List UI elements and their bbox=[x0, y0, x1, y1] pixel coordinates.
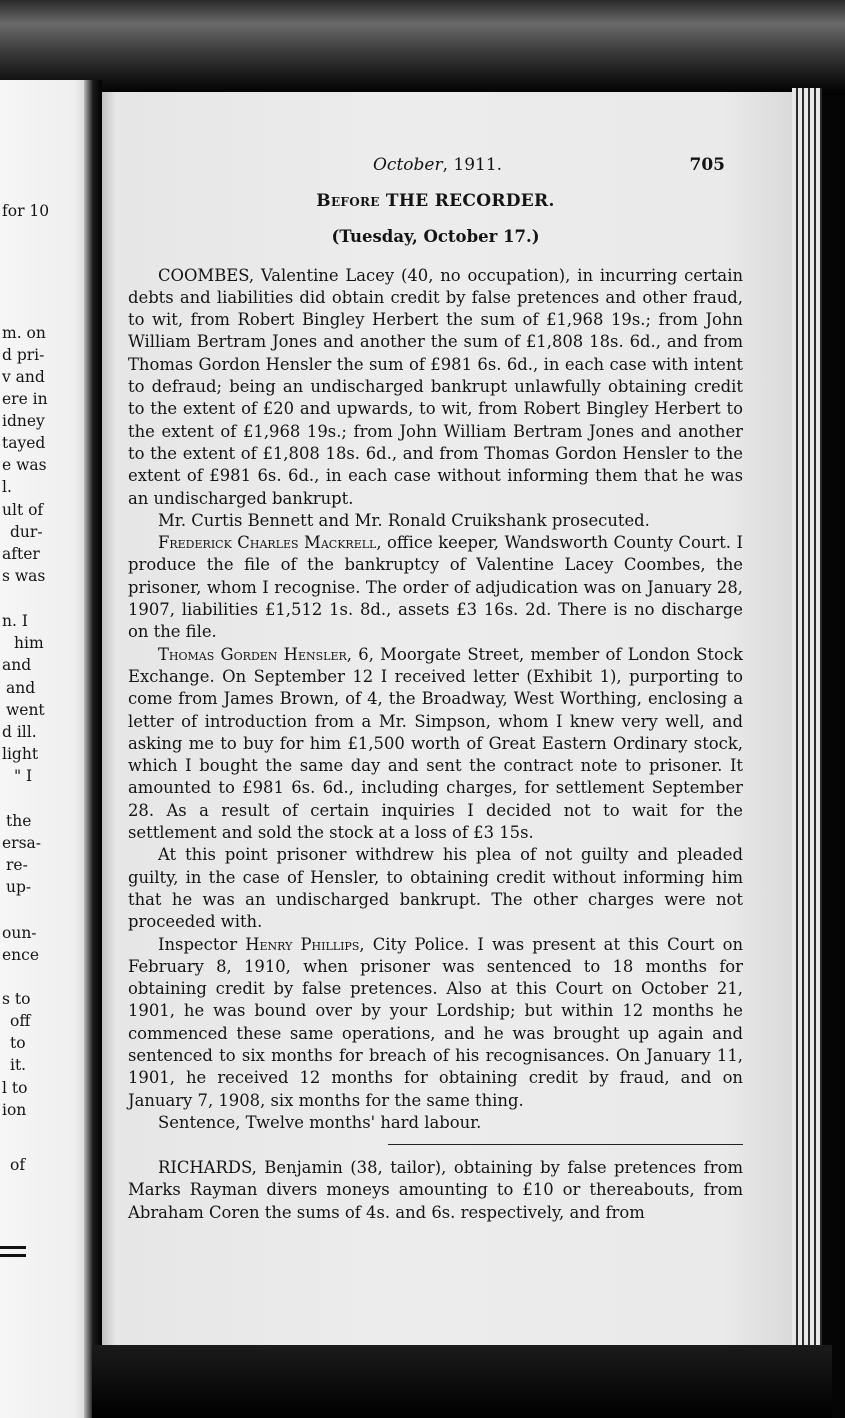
left-fragment: ult of bbox=[2, 501, 44, 519]
left-fragment: ion bbox=[2, 1101, 27, 1119]
left-fragment: n. I bbox=[2, 612, 28, 630]
witness-name: Frederick Charles Mackrell, bbox=[158, 533, 382, 553]
left-fragment: s was bbox=[2, 567, 46, 585]
witness-paragraph bbox=[128, 532, 743, 643]
case-indictment: RICHARDS, Benjamin (38, tailor), obtaining by false pretences from Marks Rayman divers moneys amounting to £10 or thereabouts, from Abraham Coren the sums of 4s. and 6s. respectively, and from bbox=[128, 1158, 743, 1222]
left-fragment: for 10 bbox=[2, 202, 50, 220]
left-fragment: light bbox=[2, 745, 39, 763]
witness-paragraph bbox=[128, 934, 743, 1112]
left-fragment: tayed bbox=[2, 434, 46, 452]
book-gutter bbox=[84, 80, 102, 1418]
left-fragment: v and bbox=[2, 368, 45, 386]
witness-testimony: City Police. I was present at this Court on February 8, 1910, when prisoner was sentenced to 18 months for obtaining credit by false pretences. Also at this Court on October 21, 1901, he was bound over by your Lordship; but within 12 months he commenced these same operations, and he was brought up again and sentenced to six months for breach of his recognisances. On January 11, 1901, he received 12 months for obtaining credit by fraud, and on January 7, 1908, six months for the same thing. bbox=[128, 934, 743, 1110]
witness-name: Henry Phillips, bbox=[245, 934, 365, 954]
left-fragment: " I bbox=[14, 767, 33, 785]
left-fragment: him bbox=[14, 634, 44, 652]
left-fragment: e was bbox=[2, 456, 47, 474]
left-fragment: l to bbox=[2, 1079, 28, 1097]
running-month: October bbox=[373, 155, 443, 175]
left-fragment: ere in bbox=[2, 390, 48, 408]
witness-testimony: office keeper, Wandsworth County Court. I produce the file of the bankruptcy of Valentine Lacey Coombes, the prisoner, whom I recognise. The order of adjudication was on January 28, 1907, liabilities £1,512 1s. 8d., assets £3 16s. 2d. There is no discharge on the file. bbox=[128, 533, 743, 642]
left-fragment: dur- bbox=[10, 523, 43, 541]
left-fragment: re- bbox=[6, 856, 28, 874]
left-fragment: off bbox=[10, 1012, 31, 1030]
left-fragment: up- bbox=[6, 878, 32, 896]
left-fragment: ersa- bbox=[2, 834, 42, 852]
case-indictment: COOMBES, Valentine Lacey (40, no occupation), in incurring certain debts and liabilities did obtain credit by false pretences and other fraud, to wit, from Robert Bingley Herbert the sum of £1,968 19s.; from John William Bertram Jones and another the sum of £1,808 18s. 6d., and from Thomas Gordon Hensler the sum of £981 6s. 6d., in each case with intent to defraud; being an undischarged bankrupt unlawfully obtaining credit to the extent of £20 and upwards, to wit, from Robert Bingley Herbert to the extent of £1,968 19s.; from John William Bertram Jones and another to the extent of £1,808 18s. 6d., and from Thomas Gordon Hensler to the extent of £981 6s. 6d., in each case without informing them that he was an undischarged bankrupt. bbox=[128, 265, 743, 508]
left-fragment: ence bbox=[2, 946, 40, 964]
left-fragment: it. bbox=[10, 1056, 27, 1074]
case-divider bbox=[388, 1144, 743, 1145]
sitting-date: (Tuesday, October 17.) bbox=[331, 227, 540, 247]
left-page-rule bbox=[0, 1246, 26, 1257]
plea-paragraph: At this point prisoner withdrew his plea of not guilty and pleaded guilty, in the case of Hensler, to obtaining credit without informing him that he was an undischarged bankrupt. The other charges were not proceeded with. bbox=[128, 845, 743, 932]
witness-title: Inspector bbox=[158, 934, 246, 954]
left-fragment: s to bbox=[2, 990, 31, 1008]
left-fragment: and bbox=[6, 679, 36, 697]
running-head bbox=[128, 150, 743, 190]
court-heading-title: THE RECORDER. bbox=[385, 191, 555, 211]
page-number: 705 bbox=[689, 155, 725, 175]
left-fragment: oun- bbox=[2, 924, 37, 942]
left-fragment: to bbox=[10, 1034, 26, 1052]
left-fragment: went bbox=[6, 701, 45, 719]
left-fragment: and bbox=[2, 656, 32, 674]
left-fragment: after bbox=[2, 545, 40, 563]
bottom-shadow bbox=[92, 1345, 832, 1418]
witness-name: Thomas Gorden Hensler, bbox=[158, 644, 352, 664]
left-fragment: d pri- bbox=[2, 346, 45, 364]
witness-testimony: 6, Moorgate Street, member of London Stock Exchange. On September 12 I received letter (Exhibit 1), purporting to come from James Brown, of 4, the Broadway, West Worthing, enclosing a letter of introduction from a Mr. Simpson, whom I knew very well, and asking me to buy for him £1,500 worth of Great Eastern Ordinary stock, which I bought the same day and sent the contract note to prisoner. It amounted to £981 6s. 6d., including charges, for settlement September 28. As a result of certain inquiries I decided not to wait for the settlement and sold the stock at a loss of £3 15s. bbox=[128, 644, 743, 843]
court-heading-prefix: Before bbox=[316, 191, 380, 211]
counsel-note: Mr. Curtis Bennett and Mr. Ronald Cruikshank prosecuted. bbox=[158, 510, 650, 530]
left-fragment: the bbox=[6, 812, 32, 830]
page-content bbox=[128, 150, 743, 1224]
left-fragment: d ill. bbox=[2, 723, 37, 741]
left-fragment: idney bbox=[2, 412, 45, 430]
left-fragment: of bbox=[10, 1156, 26, 1174]
sentence: Sentence, Twelve months' hard labour. bbox=[158, 1112, 482, 1132]
top-blur bbox=[0, 0, 845, 95]
left-fragment: m. on bbox=[2, 324, 46, 342]
court-heading bbox=[128, 190, 743, 212]
witness-paragraph bbox=[128, 644, 743, 845]
running-date bbox=[373, 154, 502, 176]
running-year: , 1911. bbox=[442, 155, 503, 175]
page-edges bbox=[792, 88, 822, 1358]
left-fragment: l. bbox=[2, 478, 12, 496]
